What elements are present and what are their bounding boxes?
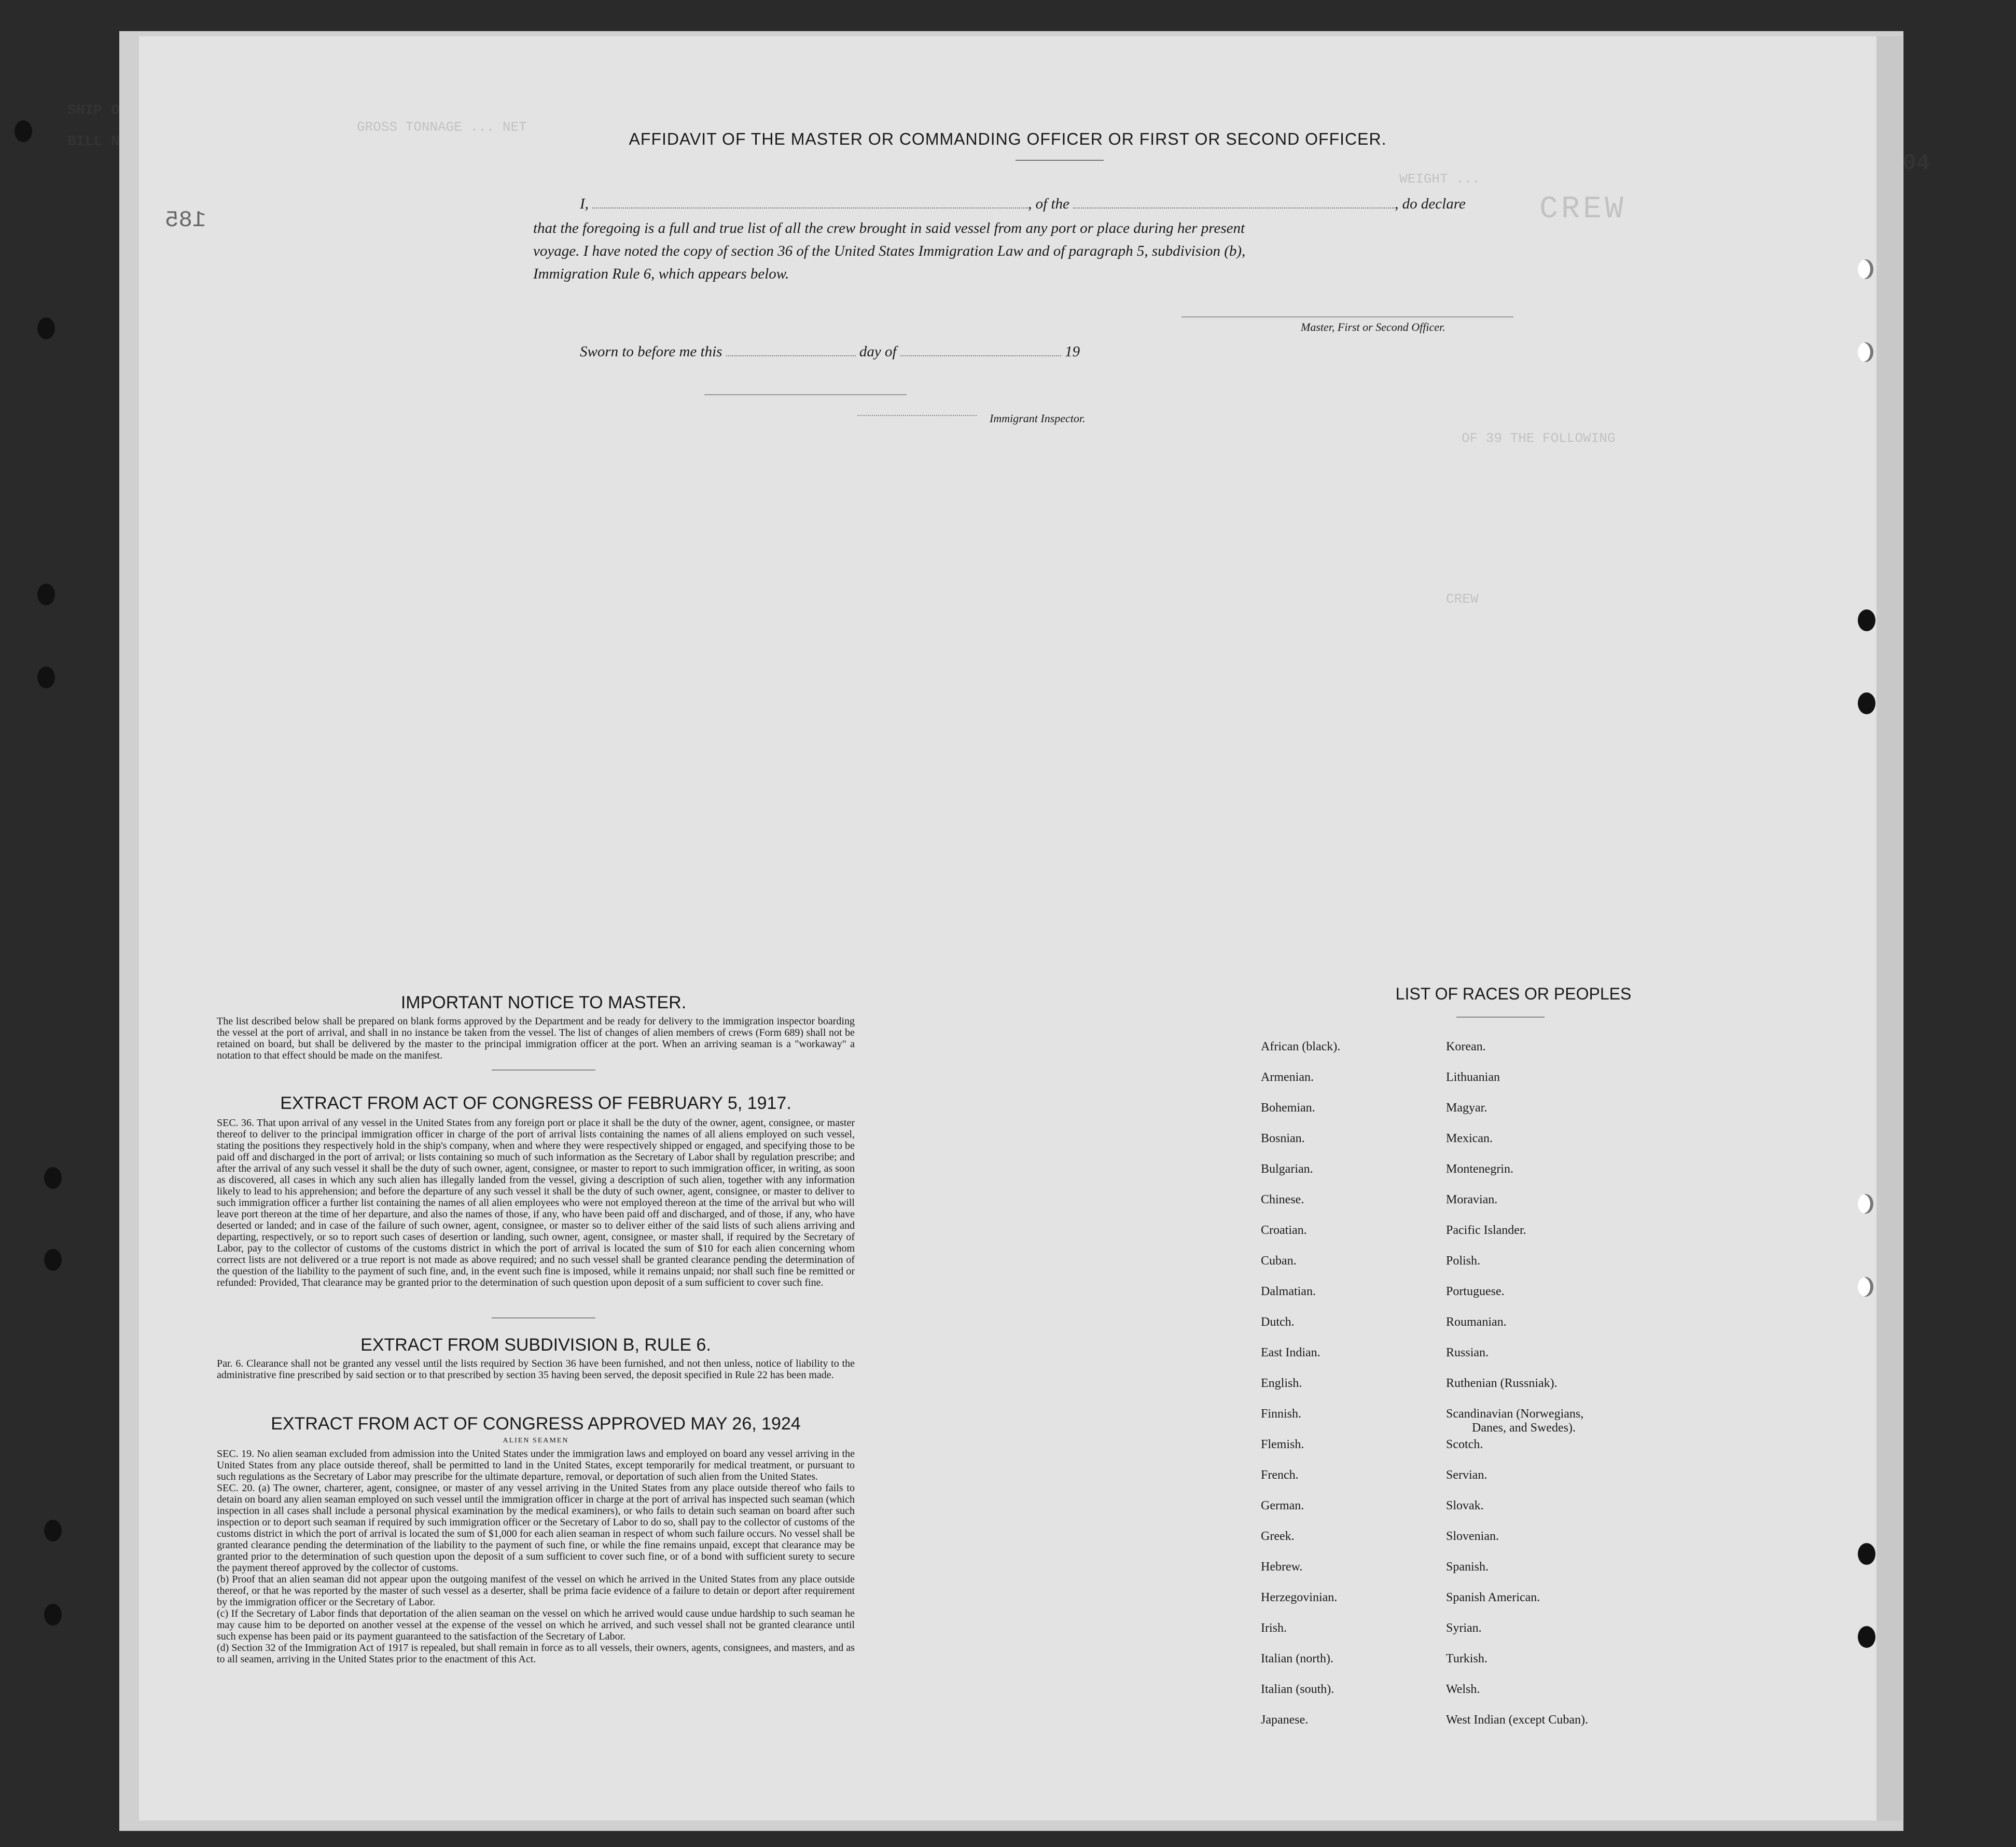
race-right-5: Montenegrin. <box>1446 1162 1513 1176</box>
mirrored-page-number: 185 <box>165 207 206 233</box>
race-left-9: Dalmatian. <box>1261 1285 1316 1298</box>
affidavit-title: AFFIDAVIT OF THE MASTER OR COMMANDING OFFICER OR FIRST OR SECOND OFFICER. <box>629 130 1387 148</box>
race-right-8: Polish. <box>1446 1254 1481 1268</box>
race-left-21: Italian (north). <box>1261 1652 1333 1665</box>
affidavit-line1-mid: , of the <box>1028 196 1069 212</box>
race-left-6: Chinese. <box>1261 1193 1304 1206</box>
race-left-22: Italian (south). <box>1261 1683 1334 1696</box>
race-left-23: Japanese. <box>1261 1713 1309 1727</box>
punch-hole <box>1858 342 1873 362</box>
race-right-6: Moravian. <box>1446 1193 1498 1206</box>
race-left-7: Croatian. <box>1261 1224 1307 1237</box>
race-right-15: Servian. <box>1446 1468 1487 1482</box>
race-right-22: Welsh. <box>1446 1683 1480 1696</box>
affidavit-line2: that the foregoing is a full and true list of all the crew brought in said vessel from any port or place during her present <box>533 220 1245 237</box>
race-left-19: Herzegovinian. <box>1261 1591 1338 1604</box>
affidavit-line1-start: I, <box>580 196 589 212</box>
page-edge <box>1876 36 1902 1821</box>
race-right-11: Russian. <box>1446 1346 1489 1359</box>
punch-hole <box>1858 609 1875 631</box>
extract-1924-sec19: SEC. 19. No alien seaman excluded from admission into the United States under the immigration laws and employed on board any vessel arriving in the United States from any place outside thereof, shall be permitted to land in the United States, except temporarily for medical treatment, or pursuant to such regulations as the Secretary of Labor may prescribe for the ultimate departure, removal, or deportation of such alien from the United States. <box>217 1448 855 1482</box>
affidavit-line4: Immigration Rule 6, which appears below. <box>533 266 789 282</box>
race-left-13: Finnish. <box>1261 1407 1302 1421</box>
race-right-21: Turkish. <box>1446 1652 1487 1665</box>
margin-ship-label: SHIP O <box>67 103 120 119</box>
extract-1917-title: EXTRACT FROM ACT OF CONGRESS OF FEBRUARY 5, 1917. <box>280 1093 791 1113</box>
binder-hole <box>44 1249 62 1271</box>
document-page: 185 GROSS TONNAGE ... NET WEIGHT ... CREW OF 39 THE FOLLOWING CREW AFFIDAVIT OF THE MASTER OR COMMANDING OFFICER OR FIRST OR SECOND OFFICER. I, , of the , do declare that the foregoing is a full and true list of all the crew brought in said vessel from any port or place during her present voyage. I have noted the copy of section 36 of the United States Immigration Law and of paragraph 5, subdivision (b), Immigration Rule 6, which appears below. Master, First or Second Officer. Sworn to before me this day of 19 Immigrant Inspector. IMPORTANT NOTICE TO MASTER. The list described below shall be prepared on blank forms approved by the Department and be ready for delivery to the immigration inspector boarding the vessel at the port of arrival, and shall in no instance be taken from the vessel. The list of changes of alien members of crews (Form 689) shall not be retained on board, but shall be delivered by the master to the principal immigration officer at the port. When an arriving seaman is a "workaway" a notation to that effect should be made on the manifest. EXTRACT FROM ACT OF CONGRESS OF FEBRUARY 5, 1917. SEC. 36. That upon arrival of any vessel in the United States from any foreign port or place it shall be the duty of the owner, agent, consignee, or master thereof to deliver to the principal immigration officer in charge of the port of arrival lists containing the names of all aliens employed on such vessel, stating the positions they respectively hold in the ship's company, when and where they were respectively shipped or engaged, and specifying those to be paid off and discharged in the port of arrival; or lists containing so much of such information as the Secretary of Labor shall by regulation prescribe; and after the arrival of any such vessel it shall be the duty of such owner, agent, consignee, or master to report to such immigration officer, in writing, as soon as discovered, all cases in which any such alien has illegally landed from the vessel, giving a description of such alien, together with any information likely to lead to his apprehension; and before the departure of any such vessel it shall be the duty of such owner, agent, consignee, or master to deliver to such immigration officer a further list containing the names of all alien employees who were not employed thereon at the time of the arrival but who will leave port thereon at the time of her departure, and also the names of those, if any, who have been paid off and discharged, and of those, if any, who have deserted or landed; and in case of the failure of such owner, agent, consignee, or master so to deliver either of the said lists of such aliens arriving and departing, respectively, or so to report such cases of desertion or landing, such owner, agent, consignee, or master shall, if required by the Secretary of Labor, pay to the collector of customs of the customs district in which the port of arrival is located the sum of $10 for each alien concerning whom correct lists are not delivered or a true report is not made as above required; and no such vessel shall be granted clearance pending the determination of the question of the liability to the payment of such fine, and, in the event such fine is imposed, while it remains unpaid; nor shall such fine be remitted or refunded: Provided, That clearance may be granted prior to the determination of such question upon deposit of a sum sufficient to cover such fine. EXTRACT FROM SUBDIVISION B, RULE 6. Par. 6. Clearance shall not be granted any vessel until the lists required by Section 36 have been furnished, and not then unless, notice of liability to the administrative fine prescribed by said section or to that prescribed by section 35 having been served, the deposit specified in Rule 22 has been made. EXTRACT FROM ACT OF CONGRESS APPROVED MAY 26, 1924 ALIEN SEAMEN SEC. 19. No alien seaman excluded from admission into the United States under the immigration laws and employed on board any vessel arriving in the United States from any place outside thereof, shall be permitted to land in the United States, except temporarily for medical treatment, or pursuant to such regulations as the Secretary of Labor may prescribe for the ultimate departure, removal, or deportation of such alien from the United States. SEC. 20. (a) The owner, charterer, agent, consignee, or master of any vessel arriving in the United States from any place outside thereof who fails to detain on board any alien seaman employed on such vessel until the immigration officer in charge at the port of arrival has inspected such seaman (which inspection in all cases shall include a personal physical examination by the medical examiners), or who fails to detain such seaman on board after such inspection or to deport such seaman if required by such immigration officer or the Secretary of Labor to do so, shall pay to the collector of customs of the customs district in which the port of arrival is located the sum of $1,000 for each alien seaman in respect of whom such failure occurs. No vessel shall be granted clearance pending the determination of the liability to the payment of such fine, or while the fine remains unpaid, except that clearance may be granted prior to the determination of such question upon the deposit of a sum sufficient to cover such fine, or of a bond with sufficient surety to secure the payment thereof approved by the collector of customs. (b) Proof that an alien seaman did not appear upon the outgoing manifest of the vessel on which he arrived in the United States from any place outside thereof, or that he was reported by the master of such vessel as a deserter, shall be prima facie evidence of a failure to detain or deport after requirement by the immigration officer or the Secretary of Labor. (c) If the Secretary of Labor finds that deportation of the alien seaman on the vessel on which he arrived would cause undue hardship to such seaman he may cause him to be deported on another vessel at the expense of the vessel on which he arrived, and such vessel shall not be granted clearance until such expense has been paid or its payment guaranteed to the satisfaction of the Secretary of Labor. (d) Section 32 of the Immigration Act of 1917 is repealed, but shall remain in force as to all vessels, their owners, agents, consignees, and masters, and as to all seamen, arriving in the United States prior to the enactment of this Act. LIST OF RACES OR PEOPLES African (black). Armenian. Bohemian. Bosnian. Bulgarian. Chinese. Croatian. Cuban. Dalmatian. Dutch. East Indian. English. Finnish. Flemish. French. German. Greek. Hebrew. Herzegovinian. Irish. Italian (north). Italian (south). Japanese. Korean. Lithuanian Magyar. Mexican. Montenegrin. Moravian. Pacific Islander. Polish. Portuguese. Roumanian. Russian. Ruthenian (Russniak). Scandinavian (Norwegians, Danes, and Swedes). Scotch. Servian. Slovak. Slovenian. Spanish. Spanish American. Syrian. Turkish. Welsh. West Indian (except Cuban). <box>139 36 1876 1821</box>
race-right-3: Magyar. <box>1446 1101 1487 1115</box>
master-signature-line[interactable] <box>1181 316 1513 317</box>
race-right-13-continuation: Danes, and Swedes). <box>1472 1421 1576 1435</box>
punch-hole <box>1858 259 1873 279</box>
affidavit-body <box>533 191 1664 285</box>
punch-hole <box>1858 692 1875 714</box>
extract-rule6-title: EXTRACT FROM SUBDIVISION B, RULE 6. <box>360 1335 711 1355</box>
punch-hole <box>1858 1277 1873 1297</box>
binder-hole <box>44 1167 62 1189</box>
margin-bill-label: BILL N <box>67 134 120 150</box>
races-title: LIST OF RACES OR PEOPLES <box>1395 984 1632 1003</box>
race-right-1: Korean. <box>1446 1040 1486 1053</box>
inspector-name-field[interactable] <box>857 415 977 416</box>
binder-hole <box>37 584 55 605</box>
day-of-label: day of <box>859 343 897 360</box>
notice-title: IMPORTANT NOTICE TO MASTER. <box>400 993 687 1012</box>
race-left-17: Greek. <box>1261 1530 1295 1543</box>
race-right-19: Spanish American. <box>1446 1591 1540 1604</box>
race-right-20: Syrian. <box>1446 1621 1482 1635</box>
race-right-12: Ruthenian (Russniak). <box>1446 1377 1558 1390</box>
binder-hole <box>44 1604 62 1626</box>
race-right-7: Pacific Islander. <box>1446 1224 1526 1237</box>
affidavit-line1-end: , do declare <box>1395 196 1466 212</box>
race-left-18: Hebrew. <box>1261 1560 1303 1574</box>
vessel-name-field[interactable] <box>1073 207 1395 209</box>
inspector-label: Immigrant Inspector. <box>990 412 1086 425</box>
extract-1924-sec20b: (b) Proof that an alien seaman did not appear upon the outgoing manifest of the vessel on which he arrived in the United States from any place outside thereof, or that he was reported by the master of such vessel as a deserter, shall be prima facie evidence of a failure to detain or deport after requirement by the immigration officer or the Secretary of Labor. <box>217 1574 855 1608</box>
race-right-18: Spanish. <box>1446 1560 1489 1574</box>
race-right-23: West Indian (except Cuban). <box>1446 1713 1588 1727</box>
sworn-label: Sworn to before me this <box>580 343 722 360</box>
inspector-signature-line[interactable] <box>704 394 907 395</box>
race-right-17: Slovenian. <box>1446 1530 1499 1543</box>
binder-hole <box>44 1520 62 1542</box>
race-left-1: African (black). <box>1261 1040 1341 1053</box>
master-signature-label: Master, First or Second Officer. <box>1301 321 1445 334</box>
extract-1924-subtitle: ALIEN SEAMEN <box>503 1437 569 1445</box>
race-right-9: Portuguese. <box>1446 1285 1505 1298</box>
extract-1917-body: SEC. 36. That upon arrival of any vessel in the United States from any foreign port or place it shall be the duty of the owner, agent, consignee, or master thereof to deliver to the principal immigration officer in charge of the port of arrival lists containing the names of all aliens employed on such vessel, stating the positions they respectively hold in the ship's company, when and where they were respectively shipped or engaged, and specifying those to be paid off and discharged in the port of arrival; or lists containing so much of such information as the Secretary of Labor shall by regulation prescribe; and after the arrival of any such vessel it shall be the duty of such owner, agent, consignee, or master to report to such immigration officer, in writing, as soon as discovered, all cases in which any such alien has illegally landed from the vessel, giving a description of such alien, together with any information likely to lead to his apprehension; and before the departure of any such vessel it shall be the duty of such owner, agent, consignee, or master to deliver to such immigration officer a further list containing the names of all alien employees who were not employed thereon at the time of the arrival but who will leave port thereon at the time of her departure, and also the names of those, if any, who have been paid off and discharged, and of those, if any, who have deserted or landed; and in case of the failure of such owner, agent, consignee, or master so to deliver either of the said lists of such aliens arriving and departing, respectively, or so to report such cases of desertion or landing, such owner, agent, consignee, or master shall, if required by the Secretary of Labor, pay to the collector of customs of the customs district in which the port of arrival is located the sum of $10 for each alien concerning whom correct lists are not delivered or a true report is not made as above required; and no such vessel shall be granted clearance pending the determination of the question of the liability to the payment of such fine, and, in the event such fine is imposed, while it remains unpaid; nor shall such fine be remitted or refunded: Provided, That clearance may be granted prior to the determination of such question upon deposit of a sum sufficient to cover such fine. <box>217 1117 855 1288</box>
extract-1924-body <box>217 1448 855 1665</box>
extract-1924-sec20c: (c) If the Secretary of Labor finds that deportation of the alien seaman on the vessel on which he arrived would cause undue hardship to such seaman he may cause him to be deported on another vessel at the expense of the vessel on which he arrived, and such vessel shall not be granted clearance until such expense has been paid or its payment guaranteed to the satisfaction of the Secretary of Labor. <box>217 1608 855 1642</box>
race-left-10: Dutch. <box>1261 1315 1295 1329</box>
punch-hole <box>1858 1626 1875 1648</box>
race-left-3: Bohemian. <box>1261 1101 1315 1115</box>
race-left-20: Irish. <box>1261 1621 1287 1635</box>
margin-right-number: 04 <box>1902 150 1930 176</box>
sworn-line <box>580 343 1080 360</box>
race-left-5: Bulgarian. <box>1261 1162 1313 1176</box>
race-left-8: Cuban. <box>1261 1254 1297 1268</box>
binder-hole <box>37 666 55 688</box>
extract-1924-sec20d: (d) Section 32 of the Immigration Act of 1917 is repealed, but shall remain in force as to all vessels, their owners, agents, consignees, and masters, and as to all seamen, arriving in the United States prior to the enactment of this Act. <box>217 1642 855 1665</box>
master-name-field[interactable] <box>592 207 1028 209</box>
sworn-month-field[interactable] <box>900 355 1061 356</box>
race-left-12: English. <box>1261 1377 1302 1390</box>
race-left-14: Flemish. <box>1261 1438 1304 1451</box>
year-label: 19 <box>1065 343 1080 360</box>
race-left-4: Bosnian. <box>1261 1132 1305 1145</box>
race-left-15: French. <box>1261 1468 1299 1482</box>
race-left-2: Armenian. <box>1261 1071 1314 1084</box>
punch-hole <box>1858 1194 1873 1214</box>
race-left-11: East Indian. <box>1261 1346 1320 1359</box>
sworn-day-field[interactable] <box>726 355 856 356</box>
extract-1924-sec20a: SEC. 20. (a) The owner, charterer, agent, consignee, or master of any vessel arriving in the United States from any place outside thereof who fails to detain on board any alien seaman employed on such vessel until the immigration officer in charge at the port of arrival has inspected such seaman (which inspection in all cases shall include a personal physical examination by the medical examiners), or who fails to detain such seaman on board after such inspection or to deport such seaman if required by such immigration officer or the Secretary of Labor to do so, shall pay to the collector of customs of the customs district in which the port of arrival is located the sum of $1,000 for each alien seaman in respect of whom such failure occurs. No vessel shall be granted clearance pending the determination of the liability to the payment of such fine, or while the fine remains unpaid, except that clearance may be granted prior to the determination of such question upon the deposit of a sum sufficient to cover such fine, or of a bond with sufficient surety to secure the payment thereof approved by the collector of customs. <box>217 1482 855 1574</box>
race-right-10: Roumanian. <box>1446 1315 1507 1329</box>
binder-hole <box>15 120 32 142</box>
race-right-4: Mexican. <box>1446 1132 1493 1145</box>
affidavit-line3: voyage. I have noted the copy of section 36 of the United States Immigration Law and of paragraph 5, subdivision (b), <box>533 243 1246 259</box>
notice-body: The list described below shall be prepared on blank forms approved by the Department and be ready for delivery to the immigration inspector boarding the vessel at the port of arrival, and shall in no instance be taken from the vessel. The list of changes of alien members of crews (Form 689) shall not be retained on board, but shall be delivered by the master to the principal immigration officer at the port. When an arriving seaman is a "workaway" a notation to that effect should be made on the manifest. <box>217 1016 855 1061</box>
binder-hole <box>37 317 55 339</box>
race-right-2: Lithuanian <box>1446 1071 1500 1084</box>
race-right-14: Scotch. <box>1446 1438 1483 1451</box>
punch-hole <box>1858 1543 1875 1565</box>
extract-rule6-body: Par. 6. Clearance shall not be granted any vessel until the lists required by Section 36 have been furnished, and not then unless, notice of liability to the administrative fine prescribed by said section or to that prescribed by section 35 having been served, the deposit specified in Rule 22 has been made. <box>217 1358 855 1381</box>
race-right-16: Slovak. <box>1446 1499 1484 1512</box>
race-right-13: Scandinavian (Norwegians, <box>1446 1407 1584 1421</box>
extract-1924-title: EXTRACT FROM ACT OF CONGRESS APPROVED MAY 26, 1924 <box>271 1414 801 1434</box>
race-left-16: German. <box>1261 1499 1304 1512</box>
